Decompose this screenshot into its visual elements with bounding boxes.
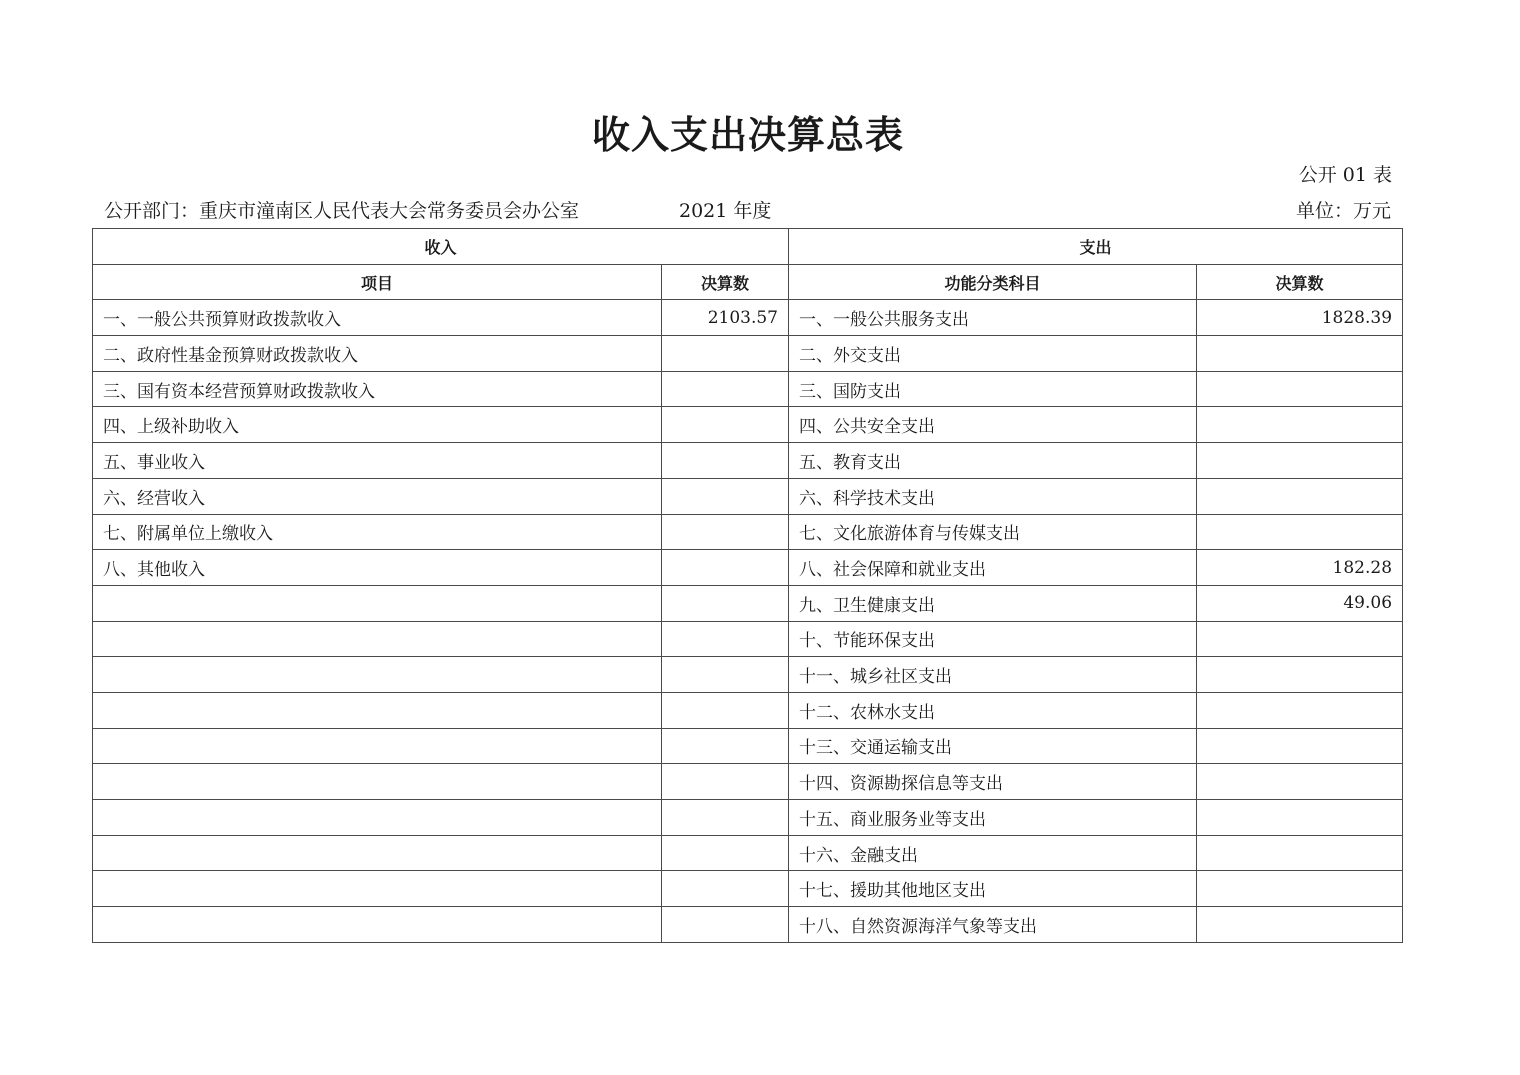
expense-item-cell: 十、节能环保支出 (789, 621, 1197, 657)
income-amount-cell (662, 407, 789, 443)
table-row (93, 371, 1403, 407)
expense-amount-cell (1197, 371, 1403, 407)
expense-amount-cell (1197, 800, 1403, 836)
expense-item-cell: 八、社会保障和就业支出 (789, 550, 1197, 586)
income-item-cell (93, 835, 662, 871)
income-item-cell (93, 907, 662, 943)
expense-item-header: 功能分类科目 (789, 264, 1197, 300)
income-amount-cell (662, 835, 789, 871)
income-item-cell (93, 800, 662, 836)
expense-item-cell: 十七、援助其他地区支出 (789, 871, 1197, 907)
income-amount-cell (662, 692, 789, 728)
expense-item-cell: 六、科学技术支出 (789, 478, 1197, 514)
budget-table (92, 228, 1403, 943)
income-item-cell: 六、经营收入 (93, 478, 662, 514)
income-amount-cell (662, 443, 789, 479)
expense-amount-header: 决算数 (1197, 264, 1403, 300)
table-row (93, 692, 1403, 728)
income-item-cell (93, 621, 662, 657)
income-item-cell: 五、事业收入 (93, 443, 662, 479)
income-amount-cell (662, 478, 789, 514)
document-meta (104, 196, 1391, 224)
table-row (93, 657, 1403, 693)
expense-item-cell: 十三、交通运输支出 (789, 728, 1197, 764)
page-title: 收入支出决算总表 (591, 113, 904, 157)
income-amount-cell (662, 336, 789, 372)
income-item-cell: 四、上级补助收入 (93, 407, 662, 443)
income-amount-cell (662, 764, 789, 800)
expense-amount-cell: 1828.39 (1197, 300, 1403, 336)
expense-item-cell: 三、国防支出 (789, 371, 1197, 407)
income-item-cell: 八、其他收入 (93, 550, 662, 586)
expense-amount-cell (1197, 907, 1403, 943)
income-amount-cell (662, 657, 789, 693)
expense-amount-cell (1197, 407, 1403, 443)
income-item-cell (93, 764, 662, 800)
expense-amount-cell (1197, 443, 1403, 479)
expense-item-cell: 十一、城乡社区支出 (789, 657, 1197, 693)
income-item-cell (93, 728, 662, 764)
income-amount-cell (662, 371, 789, 407)
expense-item-cell: 十五、商业服务业等支出 (789, 800, 1197, 836)
income-item-cell: 七、附属单位上缴收入 (93, 514, 662, 550)
expense-item-cell: 九、卫生健康支出 (789, 585, 1197, 621)
income-item-cell: 二、政府性基金预算财政拨款收入 (93, 336, 662, 372)
fiscal-year: 2021 年度 (679, 200, 772, 222)
expense-item-cell: 一、一般公共服务支出 (789, 300, 1197, 336)
income-item-cell (93, 871, 662, 907)
income-item-cell (93, 657, 662, 693)
budget-table-body (93, 229, 1403, 943)
table-row (93, 478, 1403, 514)
expense-amount-cell (1197, 478, 1403, 514)
income-amount-cell (662, 514, 789, 550)
expense-group-header: 支出 (789, 229, 1403, 265)
table-row (93, 907, 1403, 943)
income-item-cell: 三、国有资本经营预算财政拨款收入 (93, 371, 662, 407)
expense-amount-cell (1197, 871, 1403, 907)
table-row (93, 300, 1403, 336)
expense-item-cell: 十八、自然资源海洋气象等支出 (789, 907, 1197, 943)
income-item-cell: 一、一般公共预算财政拨款收入 (93, 300, 662, 336)
income-amount-cell (662, 728, 789, 764)
expense-item-cell: 十四、资源勘探信息等支出 (789, 764, 1197, 800)
table-row (93, 443, 1403, 479)
form-number: 公开 01 表 (1298, 164, 1392, 186)
table-row (93, 764, 1403, 800)
income-amount-cell (662, 585, 789, 621)
expense-amount-cell: 182.28 (1197, 550, 1403, 586)
table-row (93, 621, 1403, 657)
income-amount-cell (662, 871, 789, 907)
table-row (93, 800, 1403, 836)
unit-label: 单位：万元 (1295, 200, 1391, 222)
table-row (93, 550, 1403, 586)
expense-amount-cell (1197, 621, 1403, 657)
income-amount-cell: 2103.57 (662, 300, 789, 336)
expense-amount-cell: 49.06 (1197, 585, 1403, 621)
expense-amount-cell (1197, 835, 1403, 871)
table-row (93, 514, 1403, 550)
income-group-header: 收入 (93, 229, 789, 265)
expense-item-cell: 五、教育支出 (789, 443, 1197, 479)
expense-item-cell: 七、文化旅游体育与传媒支出 (789, 514, 1197, 550)
income-item-header: 项目 (93, 264, 662, 300)
expense-amount-cell (1197, 764, 1403, 800)
table-row (93, 728, 1403, 764)
expense-amount-cell (1197, 657, 1403, 693)
income-amount-cell (662, 907, 789, 943)
expense-amount-cell (1197, 336, 1403, 372)
income-amount-cell (662, 550, 789, 586)
table-row (93, 835, 1403, 871)
income-item-cell (93, 692, 662, 728)
income-amount-header: 决算数 (662, 264, 789, 300)
income-amount-cell (662, 800, 789, 836)
expense-item-cell: 二、外交支出 (789, 336, 1197, 372)
expense-amount-cell (1197, 692, 1403, 728)
expense-amount-cell (1197, 514, 1403, 550)
group-header-row (93, 229, 1403, 265)
table-row (93, 585, 1403, 621)
column-header-row (93, 264, 1403, 300)
expense-item-cell: 十六、金融支出 (789, 835, 1197, 871)
table-row (93, 336, 1403, 372)
expense-item-cell: 四、公共安全支出 (789, 407, 1197, 443)
expense-amount-cell (1197, 728, 1403, 764)
department-label: 公开部门：重庆市潼南区人民代表大会常务委员会办公室 (104, 200, 580, 222)
income-amount-cell (662, 621, 789, 657)
table-row (93, 871, 1403, 907)
expense-item-cell: 十二、农林水支出 (789, 692, 1197, 728)
table-row (93, 407, 1403, 443)
income-item-cell (93, 585, 662, 621)
